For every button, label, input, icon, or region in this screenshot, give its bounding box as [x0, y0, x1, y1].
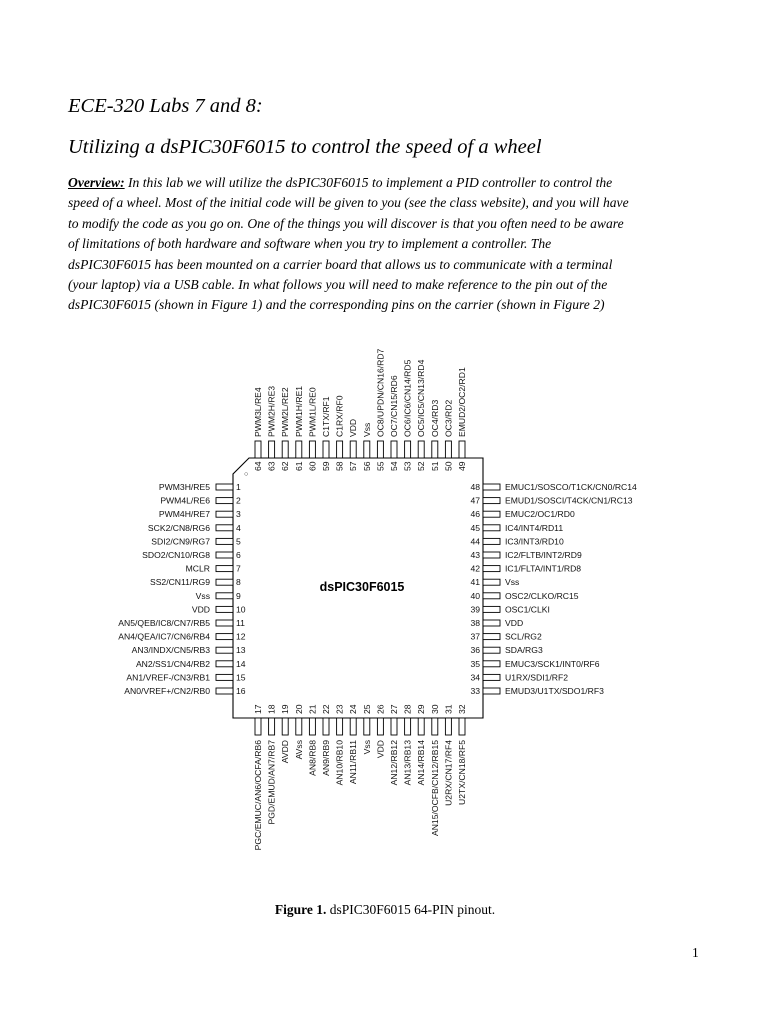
pin-lead: [350, 441, 356, 458]
pin-number: 23: [334, 704, 345, 714]
pin-number: 48: [470, 482, 480, 492]
pin-number: 14: [236, 658, 246, 669]
pin-number: 44: [470, 536, 480, 547]
pin-number: 33: [470, 686, 480, 696]
pin-lead: [216, 620, 233, 626]
pin-name: OC3/RD2: [443, 399, 454, 437]
pin-number: 64: [253, 461, 263, 471]
pin-lead: [296, 441, 302, 458]
pin-lead: [483, 511, 500, 517]
pin-lead: [405, 441, 411, 458]
pin-lead: [282, 718, 288, 735]
pin-name: AN15/OCFB/CN12/RB15: [429, 740, 440, 836]
pin-lead: [418, 441, 424, 458]
pin-name: AN9/RB9: [321, 740, 331, 776]
pin-name: AVDD: [280, 740, 291, 764]
pin-number: 63: [266, 461, 277, 471]
overview-line: dsPIC30F6015 has been mounted on a carrier board that allows us to communicate with a terminal: [68, 256, 613, 272]
pin-number: 55: [375, 461, 386, 471]
pin-name: C1RX/RF0: [334, 395, 345, 437]
pin-number: 16: [236, 686, 246, 696]
pin-name: EMUC3/SCK1/INT0/RF6: [505, 658, 600, 669]
pin-name: OC7/CN15/RD6: [389, 375, 399, 437]
pin-lead: [309, 441, 315, 458]
pin-lead: [483, 688, 500, 694]
pin-number: 50: [443, 461, 454, 471]
pin-number: 13: [236, 645, 246, 656]
pin-name: EMUC2/OC1/RD0: [505, 509, 575, 520]
pin-number: 57: [348, 461, 359, 471]
pin-lead: [216, 538, 233, 544]
pin-name: PGC/EMUC/AN6/OCFA/RB6: [253, 740, 263, 851]
chip-label: dsPIC30F6015: [319, 580, 405, 594]
pin-number: 34: [470, 672, 480, 683]
pin-name: PWM3H/RE5: [158, 482, 210, 492]
pin-lead: [483, 647, 500, 653]
pin-number: 29: [416, 704, 427, 714]
pin-name: EMUD2/OC2/RD1: [457, 367, 467, 437]
pin-name: AN1/VREF-/CN3/RB1: [126, 672, 210, 683]
pin-name: AN10/RB10: [334, 740, 345, 786]
pin-name: VDD: [505, 618, 524, 628]
pin-name: SDO2/CN10/RG8: [142, 550, 210, 560]
pin-name: PWM3L/RE4: [253, 387, 263, 437]
pin-lead: [216, 674, 233, 680]
pin-number: 5: [236, 536, 241, 547]
figure-caption: [0, 902, 770, 918]
pin-name: AN8/RB8: [307, 740, 318, 776]
pin-number: 59: [321, 461, 331, 471]
pin-number: 31: [443, 704, 454, 714]
pin-number: 47: [470, 495, 480, 506]
pin-name: OSC2/CLKO/RC15: [505, 590, 579, 601]
overview-line: to modify the code as you go on. One of the things you will discover is that you often need to be aware: [68, 215, 624, 231]
pin-name: AN4/QEA/IC7/CN6/RB4: [118, 631, 210, 642]
pin-group: [118, 348, 637, 850]
pin-name: PGD/EMUD/AN7/RB7: [266, 740, 277, 825]
pin-name: AN12/RB12: [389, 740, 399, 786]
pin-number: 12: [236, 631, 246, 642]
pin-name: EMUC1/SOSCO/T1CK/CN0/RC14: [505, 482, 637, 492]
pin-lead: [377, 718, 383, 735]
pin-name: SCL/RG2: [505, 631, 542, 642]
pin-lead: [216, 688, 233, 694]
pin-lead: [309, 718, 315, 735]
pin-name: U2TX/CN18/RF5: [457, 740, 467, 805]
pin-lead: [216, 634, 233, 640]
pin-number: 8: [236, 577, 241, 588]
pin-lead: [483, 552, 500, 558]
pin-number: 58: [334, 461, 345, 471]
pin-lead: [282, 441, 288, 458]
pin-lead: [337, 441, 343, 458]
pin-name: Vss: [361, 422, 372, 437]
pin-name: Vss: [361, 740, 372, 755]
pin-number: 45: [470, 522, 480, 533]
pin-name: U1RX/SDI1/RF2: [505, 672, 569, 683]
pin-lead: [418, 718, 424, 735]
pin-lead: [216, 511, 233, 517]
pin-number: 21: [307, 704, 318, 714]
pin-name: OC6/IC6/CN14/RD5: [402, 359, 413, 437]
pin-number: 43: [470, 550, 480, 560]
pin-lead: [483, 538, 500, 544]
pin-number: 40: [470, 590, 480, 601]
pin-lead: [216, 552, 233, 558]
pin-number: 6: [236, 550, 241, 560]
pin-lead: [323, 441, 329, 458]
pin-lead: [483, 593, 500, 599]
pin-lead: [405, 718, 411, 735]
pin-lead: [483, 566, 500, 572]
pin-number: 61: [293, 461, 304, 471]
pin-lead: [483, 674, 500, 680]
overview-text: In this lab we will utilize the dsPIC30F6015 to implement a PID controller to control the: [124, 175, 613, 190]
pin-name: SDI2/CN9/RG7: [151, 536, 210, 547]
pin-name: AVss: [293, 740, 304, 760]
pin-lead: [445, 718, 451, 735]
overview-line: of limitations of both hardware and software when you try to implement a controller. The: [68, 236, 552, 252]
pin-name: PWM2L/RE2: [280, 387, 291, 437]
pin-number: 56: [361, 461, 372, 471]
pin-lead: [216, 566, 233, 572]
pin-number: 11: [236, 618, 245, 628]
pin-name: U2RX/CN17/RF4: [443, 740, 454, 806]
pin-lead: [391, 441, 397, 458]
pin-number: 10: [236, 604, 246, 615]
pin-name: AN13/RB13: [402, 740, 413, 786]
pin-lead: [364, 718, 370, 735]
pin-name: C1TX/RF1: [321, 396, 331, 437]
pin-lead: [483, 606, 500, 612]
pin-name: AN0/VREF+/CN2/RB0: [124, 686, 210, 696]
pin-number: 1: [236, 482, 241, 492]
pin-lead: [216, 606, 233, 612]
pin-name: OC8/UPDN/CN16/RD7: [375, 348, 386, 437]
pin-lead: [216, 647, 233, 653]
pin-number: 54: [389, 461, 399, 471]
overview-line: (your laptop) via a USB cable. In what follows you will need to make reference to the pin out of the: [68, 277, 608, 293]
pin-number: 26: [375, 704, 386, 714]
pin-number: 17: [253, 704, 263, 714]
pin-name: PWM4L/RE6: [160, 495, 210, 506]
pin-number: 41: [470, 577, 480, 588]
pin-lead: [216, 593, 233, 599]
overview-label: Overview:: [68, 175, 125, 190]
pin-number: 2: [236, 495, 241, 506]
pin-number: 53: [402, 461, 413, 471]
pin1-indicator: ○: [244, 471, 249, 478]
pin-lead: [483, 661, 500, 667]
pin-name: AN11/RB11: [348, 740, 359, 785]
caption-text: dsPIC30F6015 64-PIN pinout.: [326, 902, 496, 917]
pin-number: 25: [361, 704, 372, 714]
pin-name: MCLR: [185, 563, 210, 574]
pin-name: OC5/IC5/CN13/RD4: [416, 359, 427, 437]
pin-name: VDD: [348, 418, 359, 437]
pin-lead: [483, 484, 500, 490]
pin-lead: [432, 441, 438, 458]
pin-lead: [269, 441, 275, 458]
pin-number: 7: [236, 563, 241, 574]
pin-number: 46: [470, 509, 480, 520]
overview-line: dsPIC30F6015 (shown in Figure 1) and the corresponding pins on the carrier (shown in Figure 2): [68, 297, 605, 313]
pin-name: PWM4H/RE7: [158, 509, 210, 520]
document-title: ECE-320 Labs 7 and 8:: [68, 95, 263, 117]
pin-number: 39: [470, 604, 480, 615]
pin-name: VDD: [375, 740, 386, 759]
pin-lead: [296, 718, 302, 735]
pin-name: OC4/RD3: [429, 399, 440, 437]
pin-lead: [391, 718, 397, 735]
pin-lead: [483, 525, 500, 531]
pin-number: 51: [429, 461, 440, 471]
pin-number: 62: [280, 461, 291, 471]
pin-lead: [216, 579, 233, 585]
pin-name: AN14/RB14: [416, 740, 427, 786]
pin-number: 30: [429, 704, 440, 714]
pin-name: PWM2H/RE3: [266, 385, 277, 437]
pin-number: 36: [470, 645, 480, 656]
pin-name: IC1/FLTA/INT1/RD8: [505, 563, 582, 574]
pin-lead: [445, 441, 451, 458]
pin-name: Vss: [505, 577, 520, 588]
pin-name: SDA/RG3: [505, 645, 543, 656]
pin-lead: [216, 498, 233, 504]
pin-name: IC2/FLTB/INT2/RD9: [505, 550, 582, 560]
pin-number: 52: [416, 461, 427, 471]
pin-lead: [459, 441, 465, 458]
pin-number: 20: [293, 704, 304, 714]
pin-lead: [269, 718, 275, 735]
pin-name: PWM1L/RE0: [307, 387, 318, 437]
pin-number: 49: [457, 461, 467, 471]
pin-lead: [432, 718, 438, 735]
pin-name: IC4/INT4/RD11: [505, 522, 564, 533]
pin-number: 18: [266, 704, 277, 714]
pin-lead: [459, 718, 465, 735]
pin-lead: [364, 441, 370, 458]
pin-name: EMUD1/SOSCI/T4CK/CN1/RC13: [505, 495, 633, 506]
pin-name: EMUD3/U1TX/SDO1/RF3: [505, 686, 604, 696]
pin-name: SS2/CN11/RG9: [149, 577, 210, 588]
pin-lead: [337, 718, 343, 735]
pin-number: 15: [236, 672, 246, 683]
pin-number: 22: [321, 704, 331, 714]
caption-label: Figure 1.: [274, 902, 327, 917]
pin-name: IC3/INT3/RD10: [505, 536, 564, 547]
pin-name: SCK2/CN8/RG6: [147, 522, 210, 533]
pin-lead: [255, 441, 261, 458]
pin-name: AN3/INDX/CN5/RB3: [131, 645, 210, 656]
pin-number: 28: [402, 704, 413, 714]
pin-name: AN2/SS1/CN4/RB2: [135, 658, 210, 669]
document-subtitle: Utilizing a dsPIC30F6015 to control the speed of a wheel: [68, 136, 542, 158]
pin-name: AN5/QEB/IC8/CN7/RB5: [118, 618, 210, 628]
pin-number: 38: [470, 618, 480, 628]
pin-lead: [350, 718, 356, 735]
pin-lead: [377, 441, 383, 458]
pin-lead: [216, 525, 233, 531]
page-number: 1: [692, 945, 699, 960]
pin-number: 37: [470, 631, 480, 642]
pin-number: 27: [389, 704, 399, 714]
pin-number: 3: [236, 509, 241, 520]
pin-number: 60: [307, 461, 318, 471]
pin-lead: [323, 718, 329, 735]
pin-name: VDD: [191, 604, 210, 615]
pin-lead: [483, 579, 500, 585]
pin-lead: [216, 661, 233, 667]
pin-lead: [216, 484, 233, 490]
pin-number: 32: [457, 704, 467, 714]
overview-line: speed of a wheel. Most of the initial code will be given to you (see the class website), and you will have: [68, 195, 629, 211]
pin-lead: [483, 620, 500, 626]
pin-name: PWM1H/RE1: [293, 385, 304, 437]
pin-number: 9: [236, 590, 241, 601]
pin-name: OSC1/CLKI: [505, 604, 550, 615]
pin-number: 24: [348, 704, 359, 714]
pin-number: 4: [236, 522, 241, 533]
pin-number: 35: [470, 658, 480, 669]
pin-number: 19: [280, 704, 291, 714]
pin-lead: [255, 718, 261, 735]
pin-lead: [483, 634, 500, 640]
pin-lead: [483, 498, 500, 504]
pin-number: 42: [470, 563, 480, 574]
pin-name: Vss: [195, 590, 210, 601]
